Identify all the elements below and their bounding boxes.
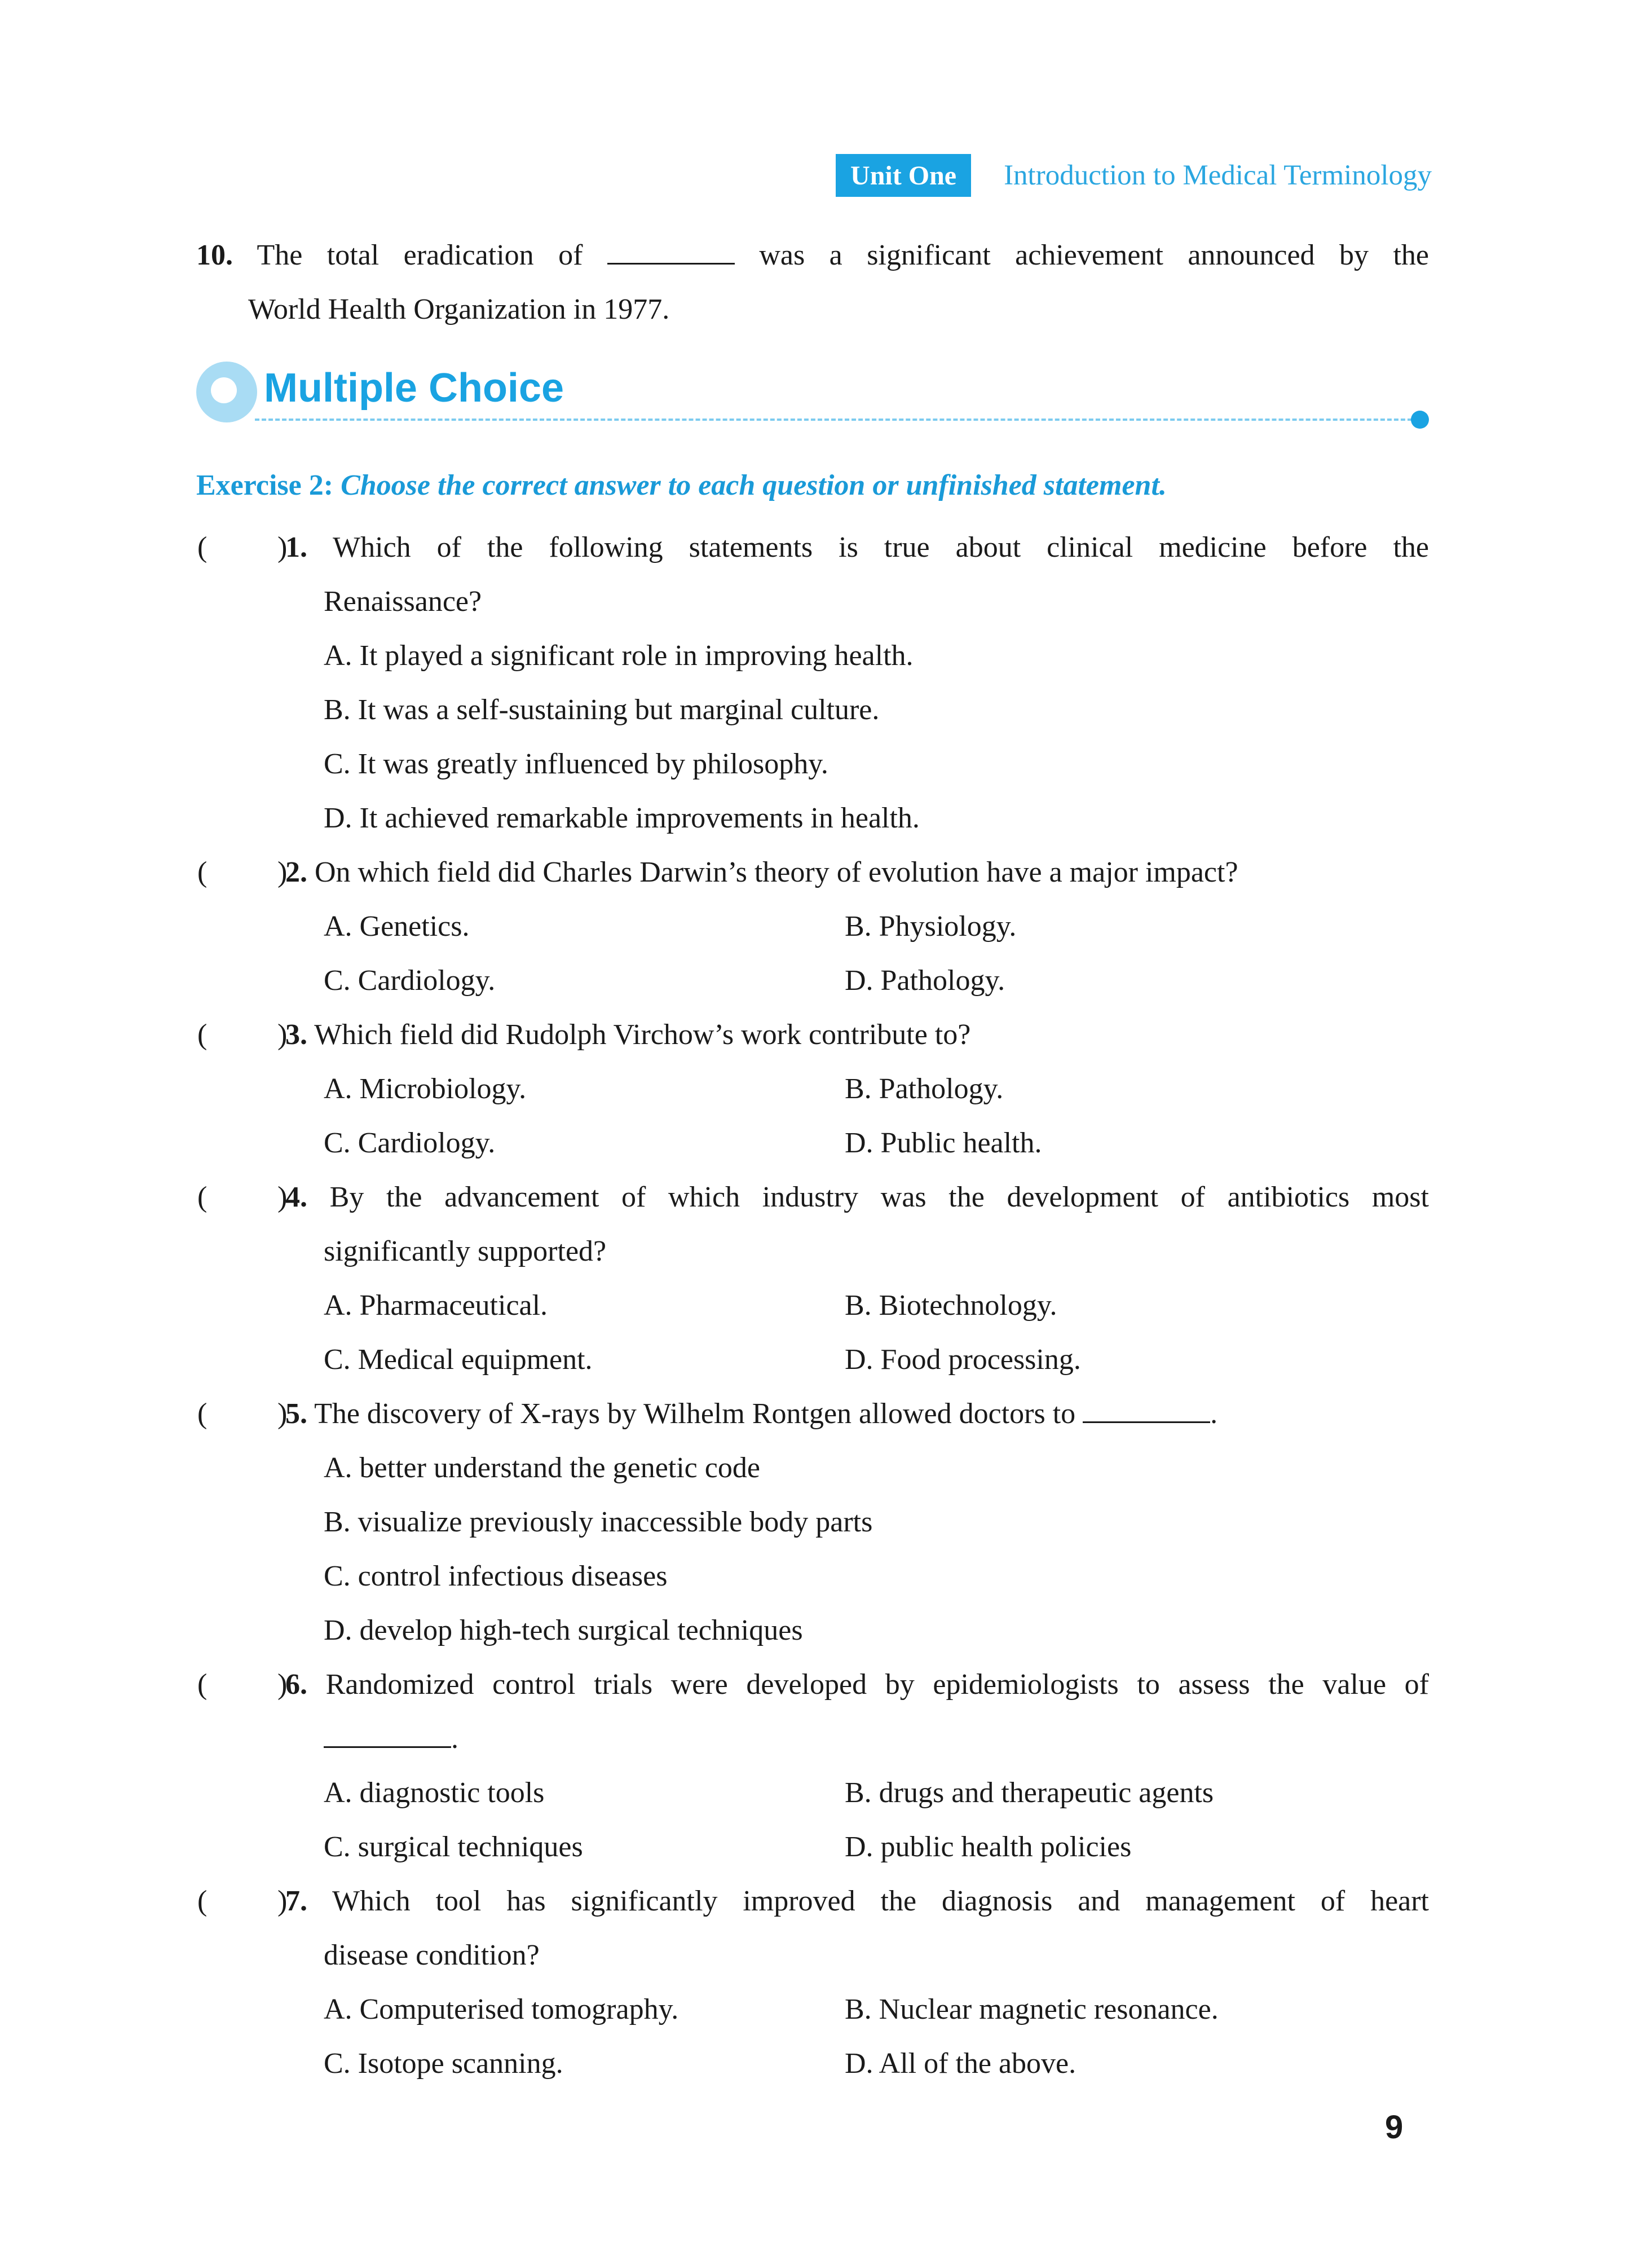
answer-bracket-close: ) — [277, 1398, 288, 1430]
q5-text: The discovery of X-rays by Wilhelm Rontgen allowed doctors to — [314, 1398, 1076, 1430]
page-number: 9 — [1385, 2109, 1404, 2146]
q4-number: 4. — [285, 1181, 307, 1213]
answer-bracket-close: ) — [277, 1019, 288, 1051]
q4-option-a: A. Pharmaceutical. — [324, 1289, 548, 1322]
q1-line1 — [285, 528, 1429, 567]
q6-line1 — [285, 1665, 1429, 1705]
q5-option-a: A. better understand the genetic code — [324, 1452, 760, 1484]
unit-title: Introduction to Medical Terminology — [1004, 160, 1432, 191]
answer-bracket-open: ( — [197, 1398, 208, 1430]
q5-text-end: . — [1210, 1398, 1218, 1430]
q7-option-a: A. Computerised tomography. — [324, 1993, 679, 2025]
q1-option-c: C. It was greatly influenced by philosophy. — [324, 748, 828, 780]
answer-bracket-open: ( — [197, 1668, 208, 1701]
q7-number: 7. — [285, 1885, 307, 1917]
q4-line1 — [285, 1178, 1429, 1217]
answer-bracket-open: ( — [197, 531, 208, 563]
q3-option-a: A. Microbiology. — [324, 1073, 527, 1105]
q3-option-b: B. Pathology. — [845, 1073, 1004, 1105]
q7-option-b: B. Nuclear magnetic resonance. — [845, 1993, 1219, 2025]
q4-option-c: C. Medical equipment. — [324, 1344, 593, 1376]
running-header — [836, 153, 1432, 197]
q5-option-d: D. develop high-tech surgical techniques — [324, 1614, 803, 1646]
q3-text: Which field did Rudolph Virchow’s work contribute to? — [314, 1019, 971, 1051]
q1-line2: Renaissance? — [324, 585, 482, 618]
q6-line2 — [324, 1719, 458, 1759]
q4-option-b: B. Biotechnology. — [845, 1289, 1057, 1322]
q6-option-a: A. diagnostic tools — [324, 1777, 545, 1809]
q2-text: On which field did Charles Darwin’s theory of evolution have a major impact? — [315, 856, 1238, 888]
q6-text-end: . — [451, 1723, 458, 1755]
q3-line1 — [285, 1015, 970, 1055]
q6-number: 6. — [285, 1668, 307, 1701]
q1-option-b: B. It was a self-sustaining but marginal culture. — [324, 694, 880, 726]
q6-blank — [324, 1721, 451, 1748]
q3-option-d: D. Public health. — [845, 1127, 1042, 1159]
answer-bracket-open: ( — [197, 1885, 208, 1917]
q5-line1 — [285, 1394, 1217, 1434]
q7-line2: disease condition? — [324, 1939, 540, 1971]
q5-number: 5. — [285, 1398, 307, 1430]
q6-text: Randomized control trials were developed by epidemiologists to assess the value of — [325, 1668, 1429, 1701]
q10-text-before: The total eradication of — [257, 239, 583, 271]
q6-option-b: B. drugs and therapeutic agents — [845, 1777, 1214, 1809]
answer-bracket-close: ) — [277, 1181, 288, 1213]
q10-line1 — [196, 236, 1429, 275]
q4-text: By the advancement of which industry was the development of antibiotics most — [329, 1181, 1429, 1213]
q2-option-b: B. Physiology. — [845, 910, 1017, 943]
q2-option-d: D. Pathology. — [845, 965, 1005, 997]
answer-bracket-close: ) — [277, 1668, 288, 1701]
answer-bracket-open: ( — [197, 1181, 208, 1213]
q1-option-a: A. It played a significant role in improving health. — [324, 640, 914, 672]
q5-option-c: C. control infectious diseases — [324, 1560, 668, 1592]
section-bullet-dot — [211, 377, 237, 403]
answer-bracket-open: ( — [197, 1019, 208, 1051]
section-divider — [255, 419, 1419, 421]
q6-option-c: C. surgical techniques — [324, 1831, 583, 1863]
section-divider-end-dot — [1411, 411, 1429, 429]
q7-option-d: D. All of the above. — [845, 2047, 1076, 2080]
q10-number: 10. — [196, 239, 233, 271]
section-title: Multiple Choice — [264, 365, 564, 411]
q2-option-a: A. Genetics. — [324, 910, 470, 943]
q5-blank — [1083, 1397, 1210, 1423]
q3-number: 3. — [285, 1019, 307, 1051]
q6-option-d: D. public health policies — [845, 1831, 1132, 1863]
q2-line1 — [285, 853, 1238, 892]
q7-text: Which tool has significantly improved the diagnosis and management of heart — [332, 1885, 1430, 1917]
q2-number: 2. — [285, 856, 307, 888]
answer-bracket-open: ( — [197, 856, 208, 888]
answer-bracket-close: ) — [277, 1885, 288, 1917]
q10-line2: World Health Organization in 1977. — [248, 293, 670, 325]
exercise-instruction-text: Choose the correct answer to each question or unfinished statement. — [341, 469, 1167, 501]
exercise-label: Exercise 2: — [196, 469, 334, 501]
unit-badge: Unit One — [836, 154, 971, 197]
q1-text: Which of the following statements is true about clinical medicine before the — [333, 531, 1429, 563]
q7-line1 — [285, 1882, 1429, 1921]
q4-option-d: D. Food processing. — [845, 1344, 1081, 1376]
q1-option-d: D. It achieved remarkable improvements in health. — [324, 802, 920, 834]
q3-option-c: C. Cardiology. — [324, 1127, 496, 1159]
q4-line2: significantly supported? — [324, 1235, 607, 1267]
q7-option-c: C. Isotope scanning. — [324, 2047, 563, 2080]
q10-blank — [607, 238, 735, 265]
exercise-instruction — [196, 466, 1167, 505]
answer-bracket-close: ) — [277, 856, 288, 888]
q1-number: 1. — [285, 531, 307, 563]
q5-option-b: B. visualize previously inaccessible body parts — [324, 1506, 873, 1538]
answer-bracket-close: ) — [277, 531, 288, 563]
q10-text-after: was a significant achievement announced by the — [759, 239, 1430, 271]
q2-option-c: C. Cardiology. — [324, 965, 496, 997]
